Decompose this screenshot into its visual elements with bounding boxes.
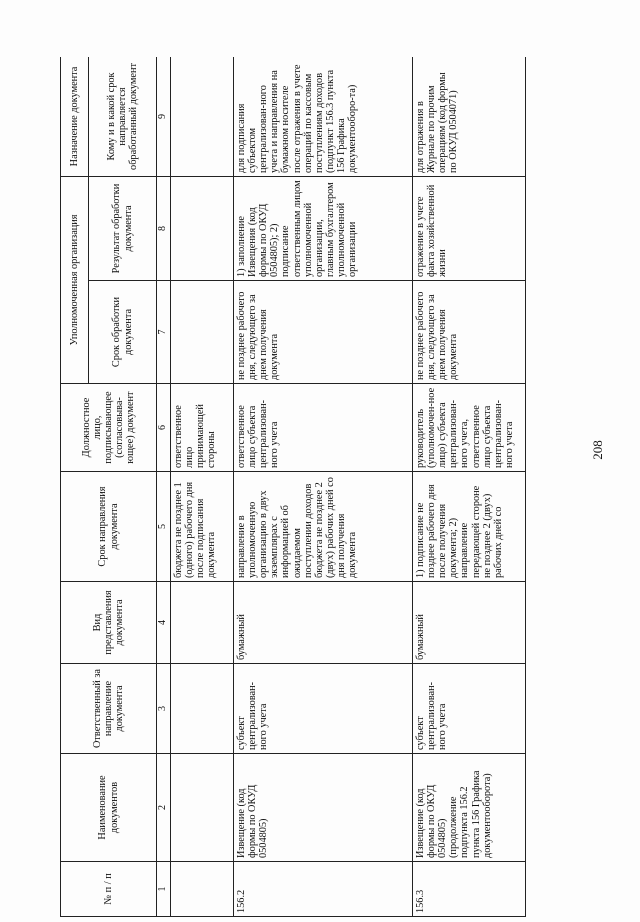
column-number: 9	[157, 57, 171, 176]
cell-deadline: 1) подписание не позднее рабочего дня после получения документа; 2) направление передающей стороне не позднее 2 (двух) рабочих дней со	[413, 472, 526, 582]
cell-signer: ответственное лицо субъекта централизован-ного учета	[234, 384, 413, 472]
cell-number: 156.3	[413, 862, 526, 917]
cell-responsible	[171, 664, 234, 754]
header-processing-term: Срок обработки документа	[89, 281, 157, 384]
cell-responsible: субъект централизован-ного учета	[413, 664, 526, 754]
column-number: 3	[157, 664, 171, 754]
cell-destination: для отражения в Журнале по прочим операциям (код формы по ОКУД 0504071)	[413, 57, 526, 176]
cell-form: бумажный	[413, 582, 526, 664]
cell-destination	[171, 57, 234, 176]
table-row	[413, 57, 526, 917]
cell-document-name: Извещение (код формы по ОКУД 0504805)	[234, 754, 413, 862]
table-row	[171, 57, 234, 917]
column-number: 6	[157, 384, 171, 472]
header-processing-result: Результат обработки документа	[89, 176, 157, 280]
header-authorized-org: Уполномоченная организация	[61, 176, 89, 383]
header-destination: Кому и в какой срок направляется обработанный документ	[89, 57, 157, 176]
cell-processing-result: 1) заполнение Извещения (код формы по ОКУД 0504805); 2) подписание ответственным лицом уполномоченной организации, главным бухгалтером уполномоченной организации	[234, 176, 413, 280]
cell-signer: руководитель (уполномочен-ное лицо) субъекта централизован-ного учета, ответственное лицо субъекта централизован-ного учета	[413, 384, 526, 472]
cell-deadline: бюджета не позднее 1 (одного) рабочего дня после подписания документа	[171, 472, 234, 582]
cell-processing-term	[171, 281, 234, 384]
cell-number	[171, 862, 234, 917]
document-flow-table	[60, 57, 526, 917]
header-purpose-group: Назначение документа	[61, 57, 89, 176]
cell-deadline: направление в уполномоченную организацию в двух экземплярах с информацией об ожидаемом поступлении доходов бюджета не позднее 2 (двух) рабочих дней со дня получения документа	[234, 472, 413, 582]
cell-document-name	[171, 754, 234, 862]
cell-number: 156.2	[234, 862, 413, 917]
cell-document-name: Извещение (код формы по ОКУД 0504805) (продолжение подпункта 156.2 пункта 156 Графика документооборота)	[413, 754, 526, 862]
header-signer: Должностное лицо, подписывающее (согласовыва-ющее) документ	[61, 384, 157, 472]
rotated-table-area	[60, 57, 580, 917]
cell-processing-result	[171, 176, 234, 280]
column-number: 2	[157, 754, 171, 862]
cell-destination: для подписания субъектом централизован-ного учета и направления на бумажном носителе после отражения в учете операций по кассовым поступлениям доходов (подпункт 156.3 пункта 156 Графика документооборо-та)	[234, 57, 413, 176]
header-deadline: Срок направления документа	[61, 472, 157, 582]
header-number: № п / п	[61, 862, 157, 917]
cell-form	[171, 582, 234, 664]
column-number: 8	[157, 176, 171, 280]
cell-processing-result: отражение в учете факта хозяйственной жизни	[413, 176, 526, 280]
column-number: 7	[157, 281, 171, 384]
column-number: 4	[157, 582, 171, 664]
cell-processing-term: не позднее рабочего дня, следующего за днем получения документа	[234, 281, 413, 384]
cell-responsible: субъект централизован-ного учета	[234, 664, 413, 754]
header-responsible: Ответственный за направление документа	[61, 664, 157, 754]
column-number: 1	[157, 862, 171, 917]
cell-form: бумажный	[234, 582, 413, 664]
column-number: 5	[157, 472, 171, 582]
cell-processing-term: не позднее рабочего дня, следующего за днем получения документа	[413, 281, 526, 384]
header-document-name: Наименование документов	[61, 754, 157, 862]
table-wrapper	[60, 57, 580, 917]
cell-signer: ответственное лицо принимающей стороны	[171, 384, 234, 472]
page-number: 208	[590, 440, 605, 460]
table-row	[234, 57, 413, 917]
header-form: Вид представления документа	[61, 582, 157, 664]
